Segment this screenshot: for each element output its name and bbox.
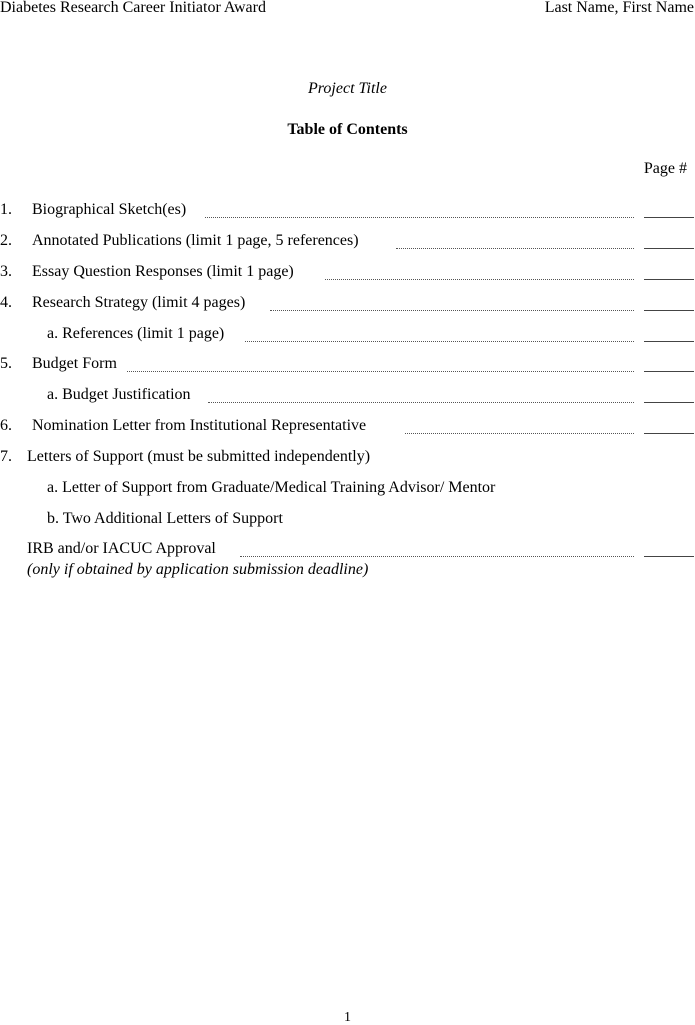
dot-leader [127,371,634,372]
dot-leader [270,310,634,311]
toc-item-label: Research Strategy (limit 4 pages) [32,294,246,311]
toc-item-label: b. Two Additional Letters of Support [47,510,283,527]
toc-item-biographical-sketch [0,202,695,222]
irb-note: (only if obtained by application submission deadline) [27,561,369,578]
toc-item-number: 3. [0,263,12,280]
project-title: Project Title [308,80,387,97]
page-number-blank [644,556,694,557]
toc-item-label: a. References (limit 1 page) [47,325,225,342]
page-number-blank [644,248,694,249]
toc-item-budget-form [0,356,695,376]
toc-item-budget-justification [0,387,695,407]
header-applicant-name: Last Name, First Name [544,0,694,16]
toc-item-letters-of-support [0,449,695,469]
page-number: 1 [344,1010,351,1025]
dot-leader [245,341,634,342]
toc-item-additional-letters [0,511,695,531]
toc-item-number: 4. [0,294,12,311]
toc-item-label: Annotated Publications (limit 1 page, 5 references) [32,232,359,249]
dot-leader [325,279,634,280]
toc-item-label: Essay Question Responses (limit 1 page) [32,263,294,280]
dot-leader [396,248,634,249]
toc-item-label: Budget Form [32,355,117,372]
toc-item-label: Nomination Letter from Institutional Representative [32,417,367,434]
toc-item-label: a. Budget Justification [47,386,191,403]
toc-item-irb-approval [0,541,695,561]
page-number-blank [644,217,694,218]
toc-item-label: IRB and/or IACUC Approval [27,540,216,557]
header-award-name: Diabetes Research Career Initiator Award [0,0,266,16]
page-number-blank [644,371,694,372]
page-number-blank [644,341,694,342]
toc-item-number: 6. [0,417,12,434]
toc-item-essay-responses [0,264,695,284]
toc-item-references [0,326,695,346]
toc-item-number: 5. [0,355,12,372]
dot-leader [405,433,634,434]
toc-item-research-strategy [0,295,695,315]
dot-leader [240,556,634,557]
toc-item-annotated-publications [0,233,695,253]
toc-item-advisor-letter [0,480,695,500]
toc-item-label: Letters of Support (must be submitted independently) [27,448,371,465]
toc-heading: Table of Contents [287,121,408,138]
page-number-blank [644,279,694,280]
toc-item-label: Biographical Sketch(es) [32,201,187,218]
page-column-label: Page # [643,160,687,177]
page-number-blank [644,310,694,311]
dot-leader [205,217,634,218]
toc-item-nomination-letter [0,418,695,438]
dot-leader [208,402,634,403]
page-number-blank [644,433,694,434]
toc-item-number: 1. [0,201,12,218]
toc-item-number: 2. [0,232,12,249]
toc-item-number: 7. [0,448,12,465]
toc-item-label: a. Letter of Support from Graduate/Medical Training Advisor/ Mentor [47,479,496,496]
page-number-blank [644,402,694,403]
